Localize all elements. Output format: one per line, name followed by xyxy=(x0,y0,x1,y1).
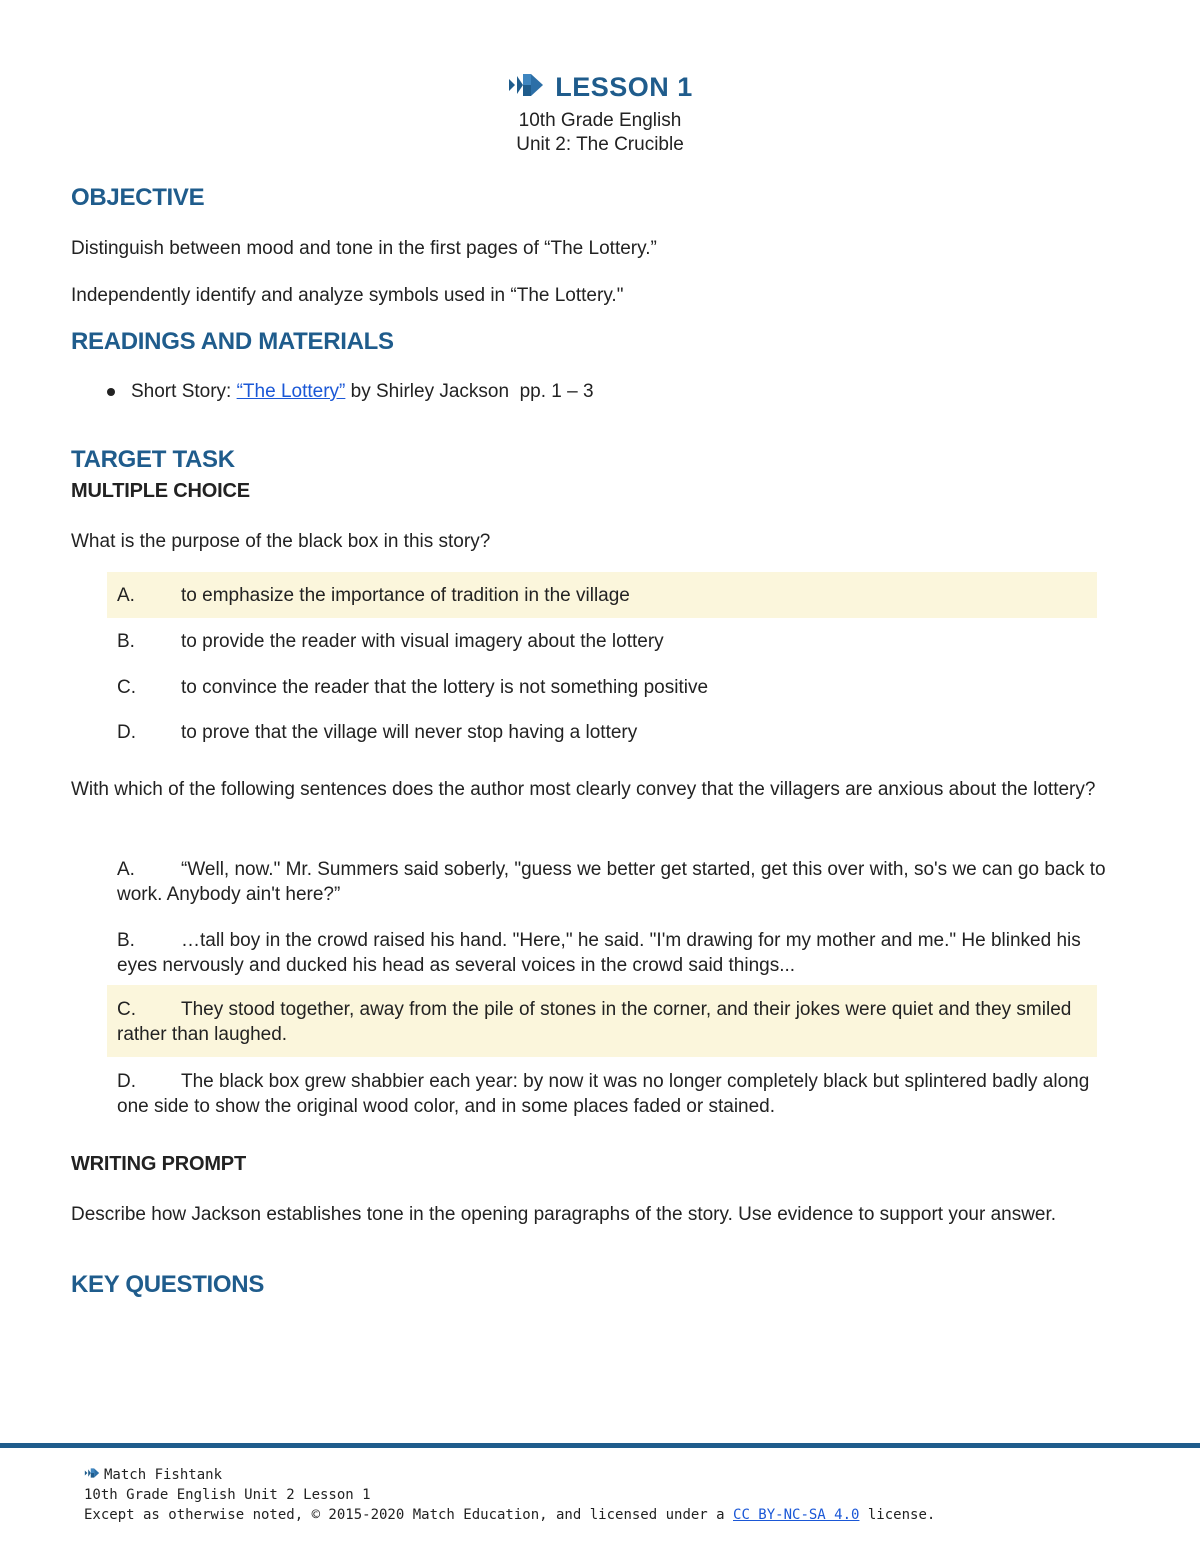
writing-prompt-text: Describe how Jackson establishes tone in the opening paragraphs of the story. Use evidence to support your answer. xyxy=(71,1204,1057,1225)
objective-item-2: Independently identify and analyze symbols used in “The Lottery." xyxy=(71,285,624,306)
choice-letter: B. xyxy=(117,631,135,652)
license-prefix: Except as otherwise noted, © 2015-2020 Match Education, and licensed under a xyxy=(84,1507,734,1523)
choice-text: to prove that the village will never stop having a lottery xyxy=(181,722,638,743)
reading-author-pages: by Shirley Jackson pp. 1 – 3 xyxy=(345,381,594,402)
choice-text: They stood together, away from the pile of stones in the corner, and their jokes were quiet and they smiled rather than laughed. xyxy=(117,999,1072,1045)
choice-text: “Well, now." Mr. Summers said soberly, "guess we better get started, get this over with, so's we can go back to work. Anybody ain't here?” xyxy=(117,859,1106,905)
q1-choice-a xyxy=(107,572,1097,618)
q1-choice-d xyxy=(107,720,1117,745)
target-task-heading: TARGET TASK xyxy=(71,446,235,473)
choice-letter: D. xyxy=(117,1071,136,1092)
choice-letter: D. xyxy=(117,722,136,743)
choice-text: The black box grew shabbier each year: by now it was no longer completely black but splintered badly along one side to show the original wood color, and in some places faded or stained. xyxy=(117,1071,1090,1117)
choice-letter: C. xyxy=(117,999,136,1020)
choice-text: to provide the reader with visual imagery about the lottery xyxy=(181,631,664,652)
choice-letter: A. xyxy=(117,859,135,880)
unit-label: Unit 2: The Crucible xyxy=(516,134,684,155)
choice-letter: B. xyxy=(117,930,135,951)
footer-brand: Match Fishtank xyxy=(104,1467,223,1483)
readings-heading: READINGS AND MATERIALS xyxy=(71,328,394,355)
license-suffix: license. xyxy=(859,1507,936,1523)
choice-text: …tall boy in the crowd raised his hand. "Here," he said. "I'm drawing for my mother and me." He blinked his eyes nervously and ducked his head as several voices in the crowd said things... xyxy=(117,930,1081,976)
q1-choice-c xyxy=(107,675,1117,700)
objective-heading: OBJECTIVE xyxy=(71,184,205,211)
q2-choice-b xyxy=(107,928,1117,978)
reading-type: Short Story: xyxy=(131,381,237,402)
reading-list-item xyxy=(71,379,594,404)
choice-letter: C. xyxy=(117,677,136,698)
page-footer xyxy=(84,1465,935,1525)
bullet-icon xyxy=(107,388,115,396)
footer-license-line xyxy=(84,1505,935,1525)
objective-item-1: Distinguish between mood and tone in the first pages of “The Lottery.” xyxy=(71,238,657,259)
question-2: With which of the following sentences does the author most clearly convey that the villagers are anxious about the lottery? xyxy=(71,779,1096,800)
lesson-title: LESSON 1 xyxy=(555,72,693,102)
q2-choice-c xyxy=(107,985,1097,1057)
fishtank-logo-icon xyxy=(507,72,545,103)
q2-choice-a xyxy=(107,857,1117,907)
license-link[interactable]: CC BY-NC-SA 4.0 xyxy=(733,1507,860,1523)
choice-letter: A. xyxy=(117,585,135,606)
choice-text: to emphasize the importance of tradition in the village xyxy=(181,585,630,606)
lesson-header xyxy=(0,72,1200,157)
reading-link[interactable]: “The Lottery” xyxy=(236,381,346,402)
choice-text: to convince the reader that the lottery is not something positive xyxy=(181,677,709,698)
key-questions-heading: KEY QUESTIONS xyxy=(71,1271,265,1298)
q2-choice-d xyxy=(107,1069,1117,1119)
question-1: What is the purpose of the black box in this story? xyxy=(71,531,491,552)
q1-choice-b xyxy=(107,629,1117,654)
writing-prompt-heading: WRITING PROMPT xyxy=(71,1153,246,1175)
fishtank-small-logo-icon xyxy=(84,1465,100,1485)
grade-label: 10th Grade English xyxy=(518,110,682,131)
footer-divider xyxy=(0,1443,1200,1448)
footer-course-line: 10th Grade English Unit 2 Lesson 1 xyxy=(84,1487,371,1503)
multiple-choice-heading: MULTIPLE CHOICE xyxy=(71,480,250,502)
